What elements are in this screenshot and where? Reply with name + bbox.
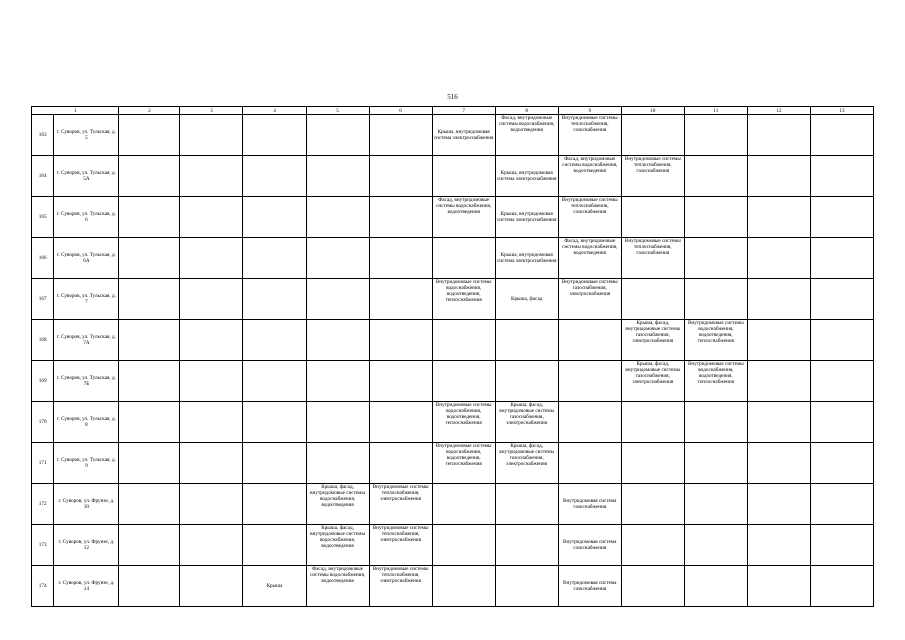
table-row bbox=[32, 320, 874, 361]
work-type-cell bbox=[558, 402, 621, 443]
work-type-cell bbox=[495, 320, 558, 361]
work-type-cell bbox=[243, 484, 306, 525]
table-row bbox=[32, 566, 874, 607]
address-cell: г. Суворов, ул. Тульская, д. 7 bbox=[54, 279, 119, 320]
work-type-cell bbox=[432, 320, 495, 361]
address-cell: г. Суворов, ул. Тульская, д. 5А bbox=[54, 156, 119, 197]
address-cell: г. Суворов, ул. Тульская, д. 9 bbox=[54, 443, 119, 484]
work-type-cell bbox=[684, 525, 747, 566]
work-type-cell bbox=[119, 320, 180, 361]
work-type-cell bbox=[180, 115, 243, 156]
work-type-cell bbox=[810, 238, 873, 279]
work-type-cell bbox=[369, 238, 432, 279]
work-type-cell bbox=[119, 361, 180, 402]
work-type-cell: Крыша, фасад, внутридомовые системы газоснабжения, электроснабжения bbox=[495, 402, 558, 443]
work-type-cell bbox=[369, 443, 432, 484]
work-type-cell: Крыша, фасад bbox=[495, 279, 558, 320]
work-type-cell: Крыша, внутридомовая система электроснабжения bbox=[495, 156, 558, 197]
work-type-cell: Фасад, внутридомовые системы водоснабжения, водоотведения bbox=[495, 115, 558, 156]
work-type-cell bbox=[180, 566, 243, 607]
work-type-cell: Внутридомовые системы теплоснабжения, газоснабжения bbox=[558, 197, 621, 238]
work-type-cell: Крыша, внутридомовая система электроснабжения bbox=[432, 115, 495, 156]
work-type-cell: Внутридомовая система газоснабжения bbox=[558, 525, 621, 566]
work-type-cell bbox=[747, 156, 810, 197]
work-type-cell bbox=[369, 197, 432, 238]
work-type-cell bbox=[180, 320, 243, 361]
work-type-cell: Фасад, внутридомовые системы водоснабжения, водоотведения bbox=[558, 238, 621, 279]
work-type-cell bbox=[684, 238, 747, 279]
address-cell: г. Суворов, ул. Фрунзе, д. 12 bbox=[54, 525, 119, 566]
work-type-cell bbox=[432, 566, 495, 607]
table-row bbox=[32, 402, 874, 443]
work-type-cell: Внутридомовые системы водоснабжения, водоотведения, теплоснабжения bbox=[432, 402, 495, 443]
work-type-cell: Внутридомовые системы теплоснабжения, электроснабжения bbox=[369, 525, 432, 566]
work-type-cell bbox=[180, 443, 243, 484]
work-type-cell bbox=[810, 361, 873, 402]
work-type-cell: Внутридомовые системы газоснабжения, электроснабжения bbox=[558, 279, 621, 320]
work-type-cell bbox=[180, 484, 243, 525]
address-cell: г. Суворов, ул. Фрунзе, д. 10 bbox=[54, 484, 119, 525]
repair-schedule-table bbox=[31, 106, 874, 607]
work-type-cell: Фасад, внутридомовые системы водоснабжения, водоотведения bbox=[432, 197, 495, 238]
work-type-cell: Внутридомовые системы теплоснабжения, газоснабжения bbox=[621, 238, 684, 279]
table-header bbox=[32, 107, 874, 115]
work-type-cell bbox=[243, 525, 306, 566]
work-type-cell bbox=[810, 566, 873, 607]
work-type-cell bbox=[306, 320, 369, 361]
work-type-cell bbox=[621, 443, 684, 484]
work-type-cell: Внутридомовая система газоснабжения bbox=[558, 484, 621, 525]
work-type-cell bbox=[306, 402, 369, 443]
work-type-cell bbox=[369, 320, 432, 361]
row-number-cell: 171 bbox=[32, 443, 54, 484]
row-number-cell: 163 bbox=[32, 115, 54, 156]
address-cell: г. Суворов, ул. Тульская, д. 8 bbox=[54, 402, 119, 443]
page-number: 516 bbox=[447, 93, 458, 101]
work-type-cell bbox=[747, 484, 810, 525]
header-cell: 1 bbox=[32, 107, 119, 115]
work-type-cell bbox=[684, 484, 747, 525]
work-type-cell bbox=[747, 115, 810, 156]
work-type-cell bbox=[684, 115, 747, 156]
work-type-cell bbox=[684, 279, 747, 320]
work-type-cell bbox=[747, 320, 810, 361]
work-type-cell bbox=[306, 156, 369, 197]
work-type-cell: Внутридомовые системы водоснабжения, водоотведения, теплоснабжения bbox=[432, 443, 495, 484]
work-type-cell bbox=[432, 525, 495, 566]
work-type-cell bbox=[621, 115, 684, 156]
work-type-cell bbox=[747, 279, 810, 320]
work-type-cell bbox=[306, 279, 369, 320]
work-type-cell bbox=[621, 484, 684, 525]
table-row bbox=[32, 156, 874, 197]
row-number-cell: 170 bbox=[32, 402, 54, 443]
work-type-cell bbox=[684, 443, 747, 484]
work-type-cell bbox=[810, 320, 873, 361]
header-cell: 12 bbox=[747, 107, 810, 115]
work-type-cell bbox=[369, 279, 432, 320]
work-type-cell bbox=[684, 402, 747, 443]
work-type-cell bbox=[495, 361, 558, 402]
header-cell: 5 bbox=[306, 107, 369, 115]
work-type-cell: Крыша, фасад, внутридомовые системы водоснабжения, водоотведения bbox=[306, 525, 369, 566]
work-type-cell bbox=[306, 238, 369, 279]
work-type-cell bbox=[684, 566, 747, 607]
address-cell: г. Суворов, ул. Тульская, д. 6 bbox=[54, 197, 119, 238]
table-row bbox=[32, 197, 874, 238]
work-type-cell bbox=[495, 566, 558, 607]
work-type-cell: Внутридомовые системы теплоснабжения, газоснабжения bbox=[621, 156, 684, 197]
work-type-cell bbox=[810, 443, 873, 484]
work-type-cell bbox=[119, 484, 180, 525]
header-cell: 3 bbox=[180, 107, 243, 115]
work-type-cell bbox=[747, 402, 810, 443]
work-type-cell bbox=[747, 566, 810, 607]
work-type-cell bbox=[747, 361, 810, 402]
work-type-cell bbox=[621, 566, 684, 607]
work-type-cell: Внутридомовые системы теплоснабжения, электроснабжения bbox=[369, 566, 432, 607]
header-cell: 6 bbox=[369, 107, 432, 115]
work-type-cell: Внутридомовые системы теплоснабжения, электроснабжения bbox=[369, 484, 432, 525]
column-numbers-row bbox=[32, 107, 874, 115]
row-number-cell: 165 bbox=[32, 197, 54, 238]
work-type-cell bbox=[495, 525, 558, 566]
work-type-cell bbox=[119, 402, 180, 443]
work-type-cell bbox=[180, 279, 243, 320]
work-type-cell bbox=[810, 197, 873, 238]
header-cell: 11 bbox=[684, 107, 747, 115]
address-cell: г. Суворов, ул. Фрунзе, д. 14 bbox=[54, 566, 119, 607]
row-number-cell: 174 bbox=[32, 566, 54, 607]
work-type-cell bbox=[810, 279, 873, 320]
address-cell: г. Суворов, ул. Тульская, д. 7Б bbox=[54, 361, 119, 402]
work-type-cell bbox=[810, 402, 873, 443]
table-row bbox=[32, 443, 874, 484]
work-type-cell: Крыша, фасад, внутридомовые системы газоснабжения, электроснабжения bbox=[621, 361, 684, 402]
row-number-cell: 173 bbox=[32, 525, 54, 566]
work-type-cell bbox=[306, 361, 369, 402]
header-cell: 2 bbox=[119, 107, 180, 115]
work-type-cell bbox=[621, 402, 684, 443]
work-type-cell bbox=[180, 525, 243, 566]
work-type-cell bbox=[621, 197, 684, 238]
work-type-cell bbox=[180, 361, 243, 402]
work-type-cell bbox=[119, 115, 180, 156]
work-type-cell: Внутридомовые системы водоснабжения, водоотведения, теплоснабжения bbox=[684, 320, 747, 361]
work-type-cell bbox=[180, 402, 243, 443]
work-type-cell bbox=[306, 443, 369, 484]
work-type-cell bbox=[747, 238, 810, 279]
table-row bbox=[32, 525, 874, 566]
work-type-cell: Крыша, фасад, внутридомовые системы газоснабжения, электроснабжения bbox=[495, 443, 558, 484]
work-type-cell bbox=[180, 197, 243, 238]
work-type-cell bbox=[810, 525, 873, 566]
work-type-cell bbox=[432, 484, 495, 525]
work-type-cell bbox=[369, 156, 432, 197]
row-number-cell: 169 bbox=[32, 361, 54, 402]
work-type-cell bbox=[558, 443, 621, 484]
work-type-cell bbox=[810, 156, 873, 197]
work-type-cell bbox=[684, 156, 747, 197]
row-number-cell: 172 bbox=[32, 484, 54, 525]
work-type-cell bbox=[747, 197, 810, 238]
work-type-cell bbox=[119, 279, 180, 320]
work-type-cell bbox=[180, 238, 243, 279]
work-type-cell bbox=[243, 402, 306, 443]
work-type-cell bbox=[119, 566, 180, 607]
work-type-cell bbox=[180, 156, 243, 197]
work-type-cell bbox=[243, 238, 306, 279]
table-row bbox=[32, 115, 874, 156]
work-type-cell bbox=[243, 443, 306, 484]
work-type-cell: Крыша, внутридомовая система электроснабжения bbox=[495, 197, 558, 238]
work-type-cell bbox=[306, 197, 369, 238]
work-type-cell: Крыша, внутридомовая система электроснабжения bbox=[495, 238, 558, 279]
work-type-cell bbox=[369, 402, 432, 443]
work-type-cell bbox=[747, 443, 810, 484]
address-cell: г. Суворов, ул. Тульская, д. 7А bbox=[54, 320, 119, 361]
work-type-cell bbox=[243, 115, 306, 156]
table-row bbox=[32, 238, 874, 279]
work-type-cell bbox=[495, 484, 558, 525]
row-number-cell: 166 bbox=[32, 238, 54, 279]
work-type-cell: Крыша, фасад, внутридомовые системы водоснабжения, водоотведения bbox=[306, 484, 369, 525]
table-row bbox=[32, 279, 874, 320]
header-cell: 13 bbox=[810, 107, 873, 115]
work-type-cell bbox=[243, 156, 306, 197]
work-type-cell: Внутридомовые системы теплоснабжения, газоснабжения bbox=[558, 115, 621, 156]
work-type-cell: Внутридомовые системы водоснабжения, водоотведения, теплоснабжения bbox=[684, 361, 747, 402]
work-type-cell bbox=[243, 197, 306, 238]
work-type-cell: Фасад, внутридомовые системы водоснабжения, водоотведения bbox=[558, 156, 621, 197]
work-type-cell: Фасад, внутридомовые системы водоснабжения, водоотведения bbox=[306, 566, 369, 607]
work-type-cell bbox=[432, 156, 495, 197]
work-type-cell bbox=[621, 525, 684, 566]
work-type-cell bbox=[684, 197, 747, 238]
work-type-cell bbox=[558, 320, 621, 361]
work-type-cell bbox=[119, 156, 180, 197]
work-type-cell bbox=[306, 115, 369, 156]
work-type-cell bbox=[621, 279, 684, 320]
work-type-cell bbox=[243, 361, 306, 402]
table-row bbox=[32, 484, 874, 525]
address-cell: г. Суворов, ул. Тульская, д. 6А bbox=[54, 238, 119, 279]
work-type-cell bbox=[810, 484, 873, 525]
work-type-cell bbox=[558, 361, 621, 402]
work-type-cell: Крыша, фасад, внутридомовые системы газоснабжения, электроснабжения bbox=[621, 320, 684, 361]
work-type-cell bbox=[243, 320, 306, 361]
work-type-cell bbox=[747, 525, 810, 566]
work-type-cell bbox=[432, 238, 495, 279]
work-type-cell: Крыша bbox=[243, 566, 306, 607]
row-number-cell: 164 bbox=[32, 156, 54, 197]
header-cell: 8 bbox=[495, 107, 558, 115]
work-type-cell: Внутридомовые системы водоснабжения, водоотведения, теплоснабжения bbox=[432, 279, 495, 320]
work-type-cell bbox=[119, 525, 180, 566]
work-type-cell bbox=[810, 115, 873, 156]
work-type-cell bbox=[369, 115, 432, 156]
work-type-cell bbox=[119, 238, 180, 279]
work-type-cell bbox=[243, 279, 306, 320]
header-cell: 7 bbox=[432, 107, 495, 115]
table-row bbox=[32, 361, 874, 402]
row-number-cell: 168 bbox=[32, 320, 54, 361]
header-cell: 4 bbox=[243, 107, 306, 115]
work-type-cell: Внутридомовая система газоснабжения bbox=[558, 566, 621, 607]
header-cell: 10 bbox=[621, 107, 684, 115]
work-type-cell bbox=[119, 443, 180, 484]
work-type-cell bbox=[119, 197, 180, 238]
work-type-cell bbox=[432, 361, 495, 402]
address-cell: г. Суворов, ул. Тульская, д. 5 bbox=[54, 115, 119, 156]
row-number-cell: 167 bbox=[32, 279, 54, 320]
header-cell: 9 bbox=[558, 107, 621, 115]
table-body bbox=[32, 115, 874, 607]
work-type-cell bbox=[369, 361, 432, 402]
